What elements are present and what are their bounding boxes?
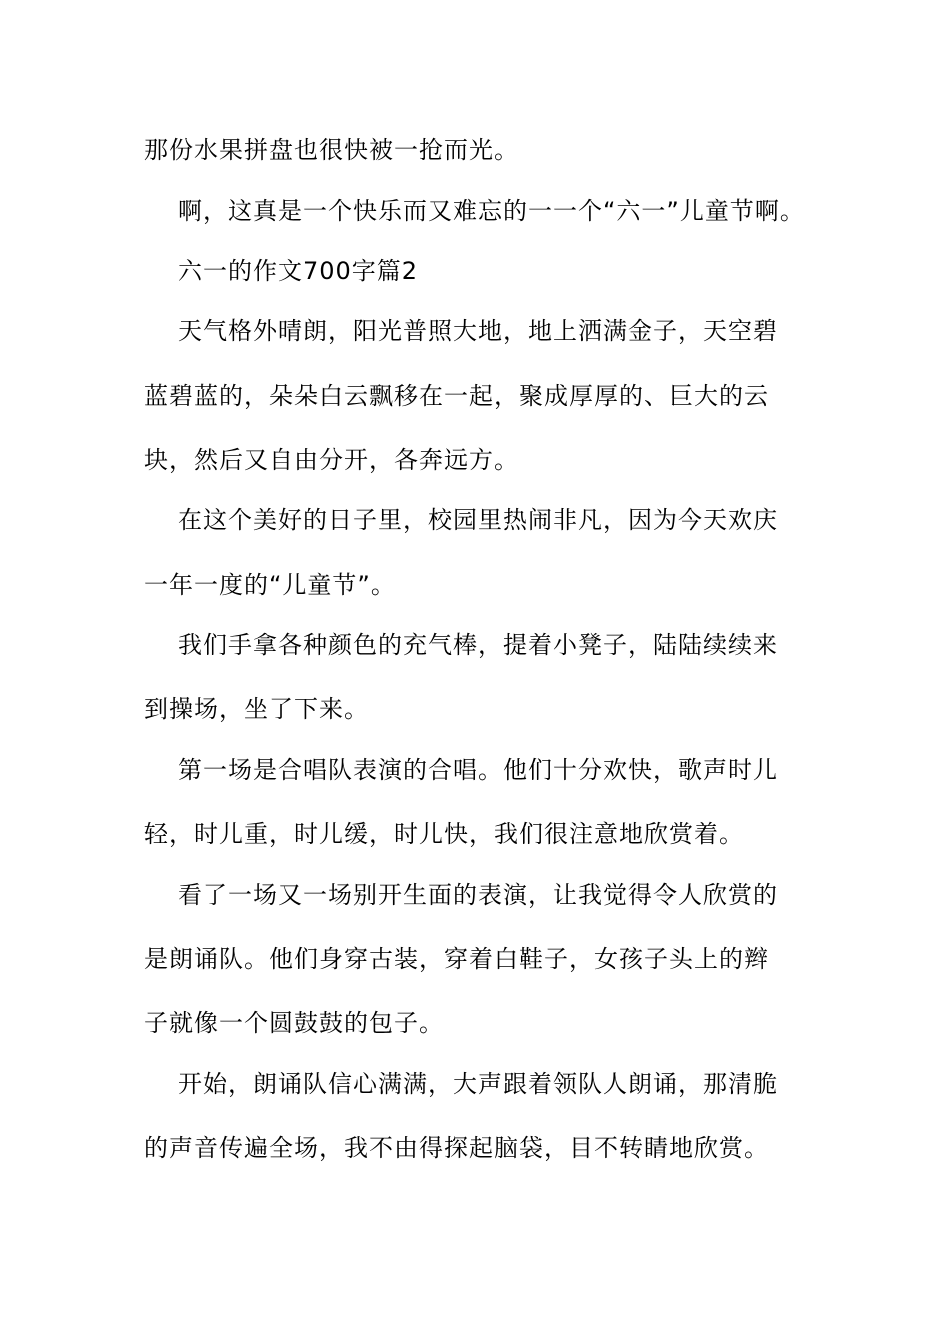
text-line: 啊，这真是一个快乐而又难忘的一一个“六一”儿童节啊。 (178, 197, 805, 225)
text-line: 轻，时儿重，时儿缓，时儿快，我们很注意地欣赏着。 (144, 820, 744, 848)
text-line: 一年一度的“儿童节”。 (144, 571, 396, 599)
text-line: 在这个美好的日子里，校园里热闹非凡，因为今天欢庆 (178, 506, 778, 534)
text-line: 第一场是合唱队表演的合唱。他们十分欢快，歌声时儿 (178, 756, 778, 784)
text-line: 天气格外晴朗，阳光普照大地，地上洒满金子，天空碧 (178, 317, 778, 345)
text-line: 的声音传遍全场，我不由得探起脑袋，目不转睛地欣赏。 (144, 1134, 769, 1162)
text-line: 看了一场又一场别开生面的表演，让我觉得令人欣赏的 (178, 881, 778, 909)
section-heading: 六一的作文700字篇2 (178, 257, 419, 285)
text-line: 蓝碧蓝的，朵朵白云飘移在一起，聚成厚厚的、巨大的云 (144, 382, 769, 410)
text-line: 块，然后又自由分开，各奔远方。 (144, 446, 519, 474)
text-line: 我们手拿各种颜色的充气棒，提着小凳子，陆陆续续来 (178, 631, 778, 659)
text-line: 子就像一个圆鼓鼓的包子。 (144, 1009, 444, 1037)
text-line: 是朗诵队。他们身穿古装，穿着白鞋子，女孩子头上的辫 (144, 945, 769, 973)
text-line: 到操场，坐了下来。 (144, 695, 369, 723)
text-line: 那份水果拼盘也很快被一抢而光。 (144, 136, 519, 164)
text-line: 开始，朗诵队信心满满，大声跟着领队人朗诵，那清脆 (178, 1070, 778, 1098)
